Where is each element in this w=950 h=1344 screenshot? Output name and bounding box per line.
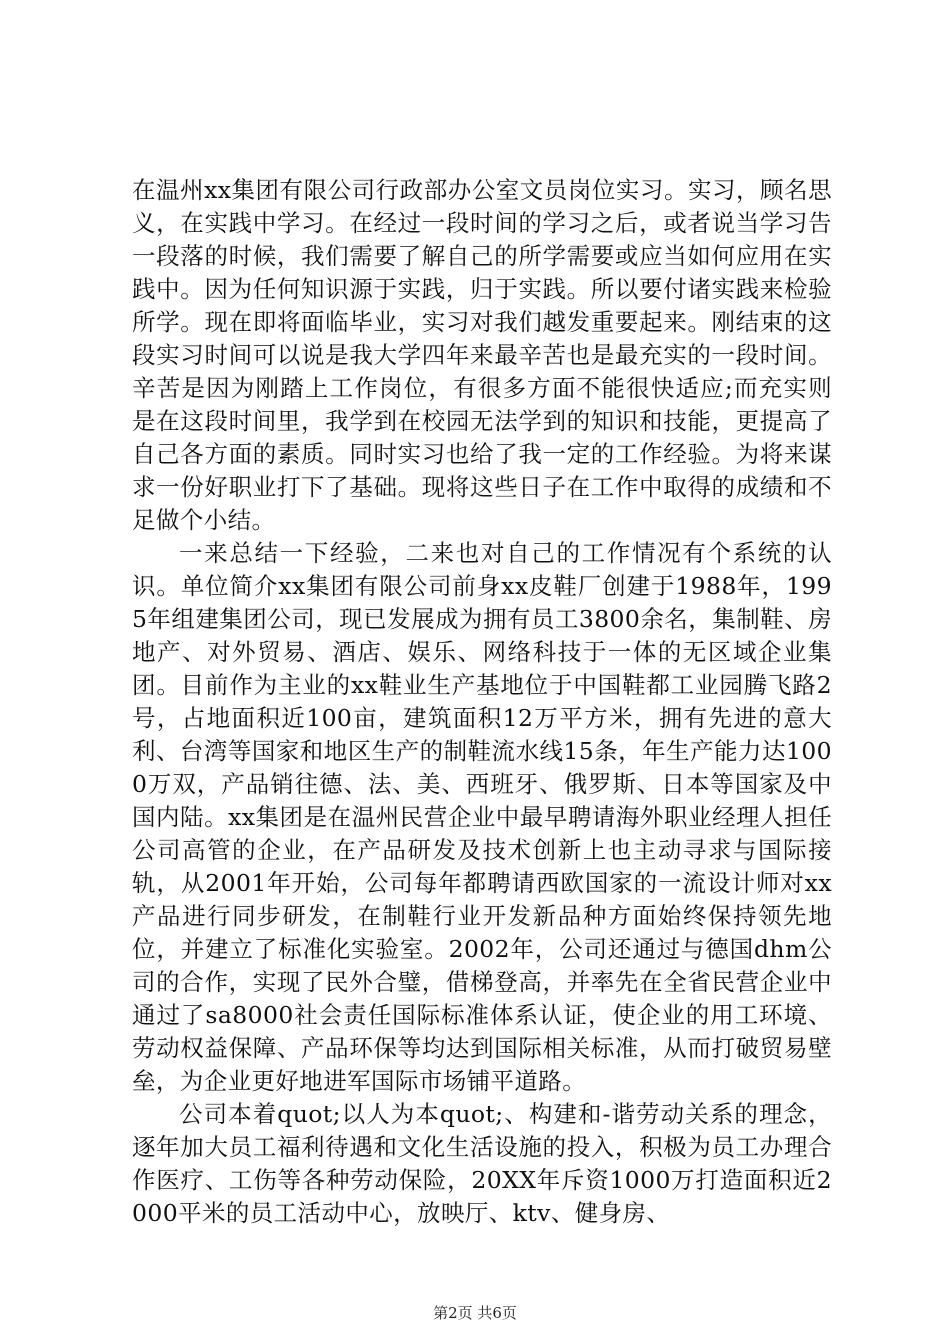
paragraph-3: 公司本着quot;以人为本quot;、构建和-谐劳动关系的理念，逐年加大员工福利待遇和文化生活设施的投入，积极为员工办理合作医疗、工伤等各种劳动保险，20XX年斥资1000万打造面积近2000平米的员工活动中心，放映厅、ktv、健身房、 bbox=[132, 1100, 832, 1227]
page-footer: 第2页 共6页 bbox=[433, 1304, 517, 1322]
document-body bbox=[132, 174, 832, 1230]
paragraph-1: 在温州xx集团有限公司行政部办公室文员岗位实习。实习，顾名思义，在实践中学习。在经过一段时间的学习之后，或者说当学习告一段落的时候，我们需要了解自己的所学需要或应当如何应用在实践中。因为任何知识源于实践，归于实践。所以要付诸实践来检验所学。现在即将面临毕业，实习对我们越发重要起来。刚结束的这段实习时间可以说是我大学四年来最辛苦也是最充实的一段时间。辛苦是因为刚踏上工作岗位，有很多方面不能很快适应;而充实则是在这段时间里，我学到在校园无法学到的知识和技能，更提高了自己各方面的素质。同时实习也给了我一定的工作经验。为将来谋求一份好职业打下了基础。现将这些日子在工作中取得的成绩和不足做个小结。 bbox=[132, 176, 832, 534]
paragraph-2: 一来总结一下经验，二来也对自己的工作情况有个系统的认识。单位简介xx集团有限公司前身xx皮鞋厂创建于1988年，1995年组建集团公司，现已发展成为拥有员工3800余名，集制鞋、房地产、对外贸易、酒店、娱乐、网络科技于一体的无区域企业集团。目前作为主业的xx鞋业生产基地位于中国鞋都工业园腾飞路2号，占地面积近100亩，建筑面积12万平方米，拥有先进的意大利、台湾等国家和地区生产的制鞋流水线15条，年生产能力达1000万双，产品销往德、法、美、西班牙、俄罗斯、日本等国家及中国内陆。xx集团是在温州民营企业中最早聘请海外职业经理人担任公司高管的企业，在产品研发及技术创新上也主动寻求与国际接轨，从2001年开始，公司每年都聘请西欧国家的一流设计师对xx产品进行同步研发，在制鞋行业开发新品种方面始终保持领先地位，并建立了标准化实验室。2002年，公司还通过与德国dhm公司的合作，实现了民外合璧，借梯登高，并率先在全省民营企业中通过了sa8000社会责任国际标准体系认证，使企业的用工环境、劳动权益保障、产品环保等均达到国际相关标准，从而打破贸易壁垒，为企业更好地进军国际市场铺平道路。 bbox=[132, 539, 832, 1095]
